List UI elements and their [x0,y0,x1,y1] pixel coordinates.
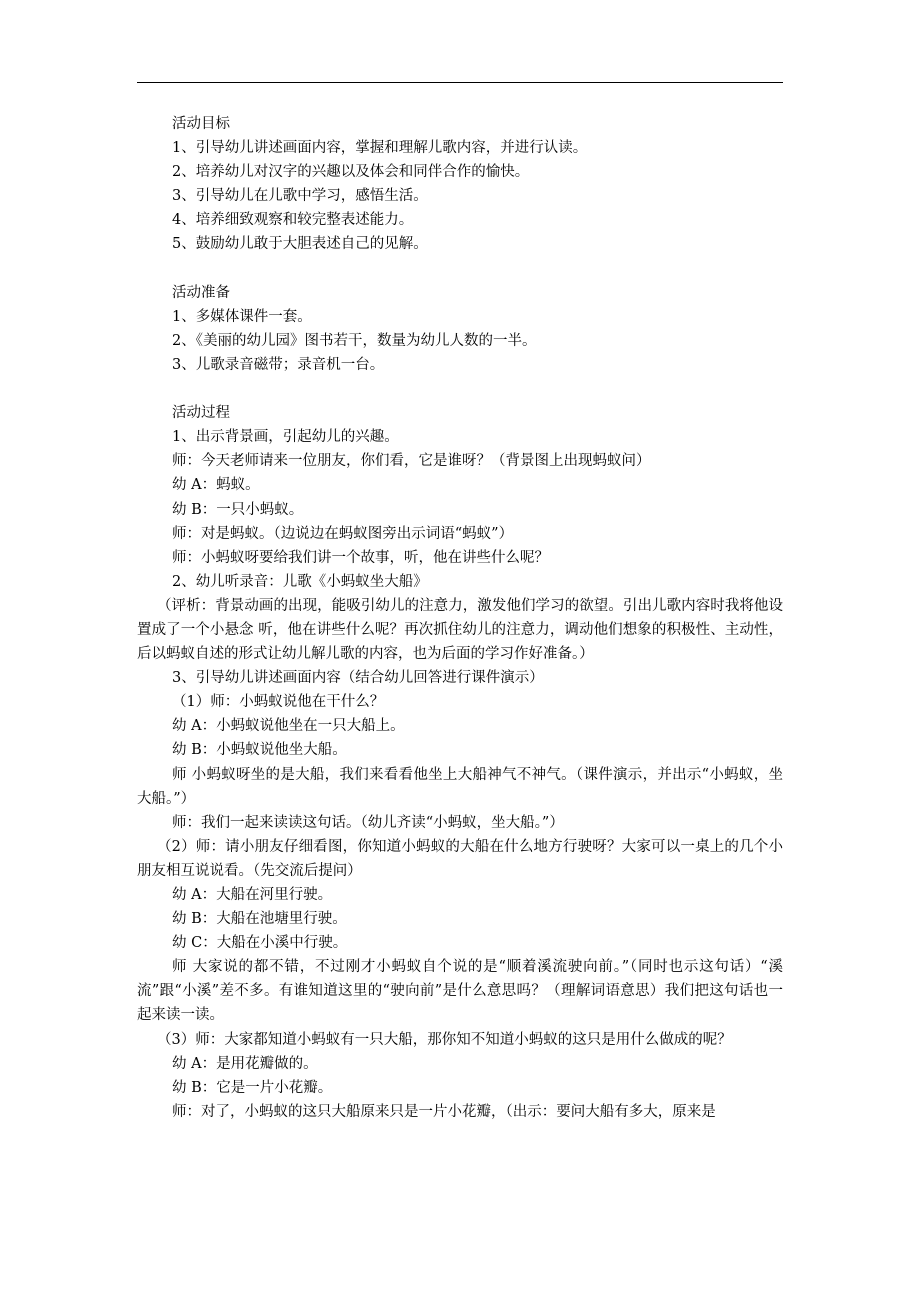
teacher-line: 师 小蚂蚁呀坐的是大船，我们来看看他坐上大船神气不神气。（课件演示，并出示“小蚂蚁，坐大船。”） [137,766,783,807]
goal-item: 5、鼓励幼儿敢于大胆表述自己的见解。 [172,236,428,253]
header-rule [137,82,783,83]
document-body [137,112,783,1124]
teacher-line: 师 大家说的都不错，不过刚才小蚂蚁自个说的是“顺着溪流驶向前。”（同时也示这句话）“溪流”跟“小溪”差不多。有谁知道这里的“驶向前”是什么意思吗？（理解词语意思）我们把这句话也一起来读一读。 [137,959,783,1024]
child-answer: 幼 A：小蚂蚁说他坐在一只大船上。 [172,718,405,735]
child-answer: 幼 B：小蚂蚁说他坐大船。 [172,742,347,759]
prep-heading: 活动准备 [172,284,230,301]
goals-heading: 活动目标 [172,116,230,132]
process-line: 幼 B：一只小蚂蚁。 [172,501,304,518]
child-answer: 幼 B：大船在池塘里行驶。 [172,911,347,928]
question-one: （1）师：小蚂蚁说他在干什么？ [172,694,385,711]
step-three: 3、引导幼儿讲述画面内容（结合幼儿回答进行课件演示） [172,670,544,687]
prep-item: 1、多媒体课件一套。 [172,308,312,325]
goal-item: 1、引导幼儿讲述画面内容，掌握和理解儿歌内容，并进行认读。 [172,140,588,157]
child-answer: 幼 A：是用花瓣做的。 [172,1055,318,1072]
teacher-line: 师：我们一起来读读这句话。（幼儿齐读“小蚂蚁，坐大船。”） [172,814,564,831]
process-heading: 活动过程 [172,405,230,422]
child-answer: 幼 C：大船在小溪中行驶。 [172,935,348,952]
child-answer: 幼 B：它是一片小花瓣。 [172,1079,333,1096]
process-line: 师：今天老师请来一位朋友，你们看，它是谁呀？（背景图上出现蚂蚁问） [172,453,651,470]
prep-item: 2、《美丽的幼儿园》图书若干，数量为幼儿人数的一半。 [172,332,537,349]
question-two: （2）师：请小朋友仔细看图，你知道小蚂蚁的大船在什么地方行驶呀？大家可以一桌上的几个小朋友相互说说看。（先交流后提问） [137,838,783,879]
prep-item: 3、儿歌录音磁带；录音机一台。 [172,356,385,373]
child-answer: 幼 A：大船在河里行驶。 [172,887,333,903]
question-three: （3）师：大家都知道小蚂蚁有一只大船，那你知不知道小蚂蚁的这只是用什么做成的呢？ [157,1031,732,1048]
commentary-paragraph: （评析：背景动画的出现，能吸引幼儿的注意力，激发他们学习的欲望。引出儿歌内容时我将他设置成了一个小悬念 听，他在讲些什么呢？再次抓住幼儿的注意力，调动他们想象的积极性、主动性，后以蚂蚁自述的形式让幼儿解儿歌的内容，也为后面的学习作好准备。） [137,597,783,663]
teacher-line: 师：对了，小蚂蚁的这只大船原来只是一片小花瓣，（出示：要问大船有多大，原来是 [172,1103,716,1120]
goal-item: 2、培养幼儿对汉字的兴趣以及体会和同伴合作的愉快。 [172,164,530,181]
process-line: 1、出示背景画，引起幼儿的兴趣。 [172,429,399,446]
process-line: 幼 A：蚂蚁。 [172,477,260,494]
section-gap [137,377,783,401]
goal-item: 3、引导幼儿在儿歌中学习，感悟生活。 [172,188,428,205]
section-gap [137,257,783,281]
process-line: 2、幼儿听录音：儿歌《小蚂蚁坐大船》 [172,573,428,590]
process-line: 师：小蚂蚁呀要给我们讲一个故事，听，他在讲些什么呢？ [172,549,549,566]
goal-item: 4、培养细致观察和较完整表述能力。 [172,212,414,229]
process-line: 师：对是蚂蚁。（边说边在蚂蚁图旁出示词语“蚂蚁”） [172,525,514,542]
